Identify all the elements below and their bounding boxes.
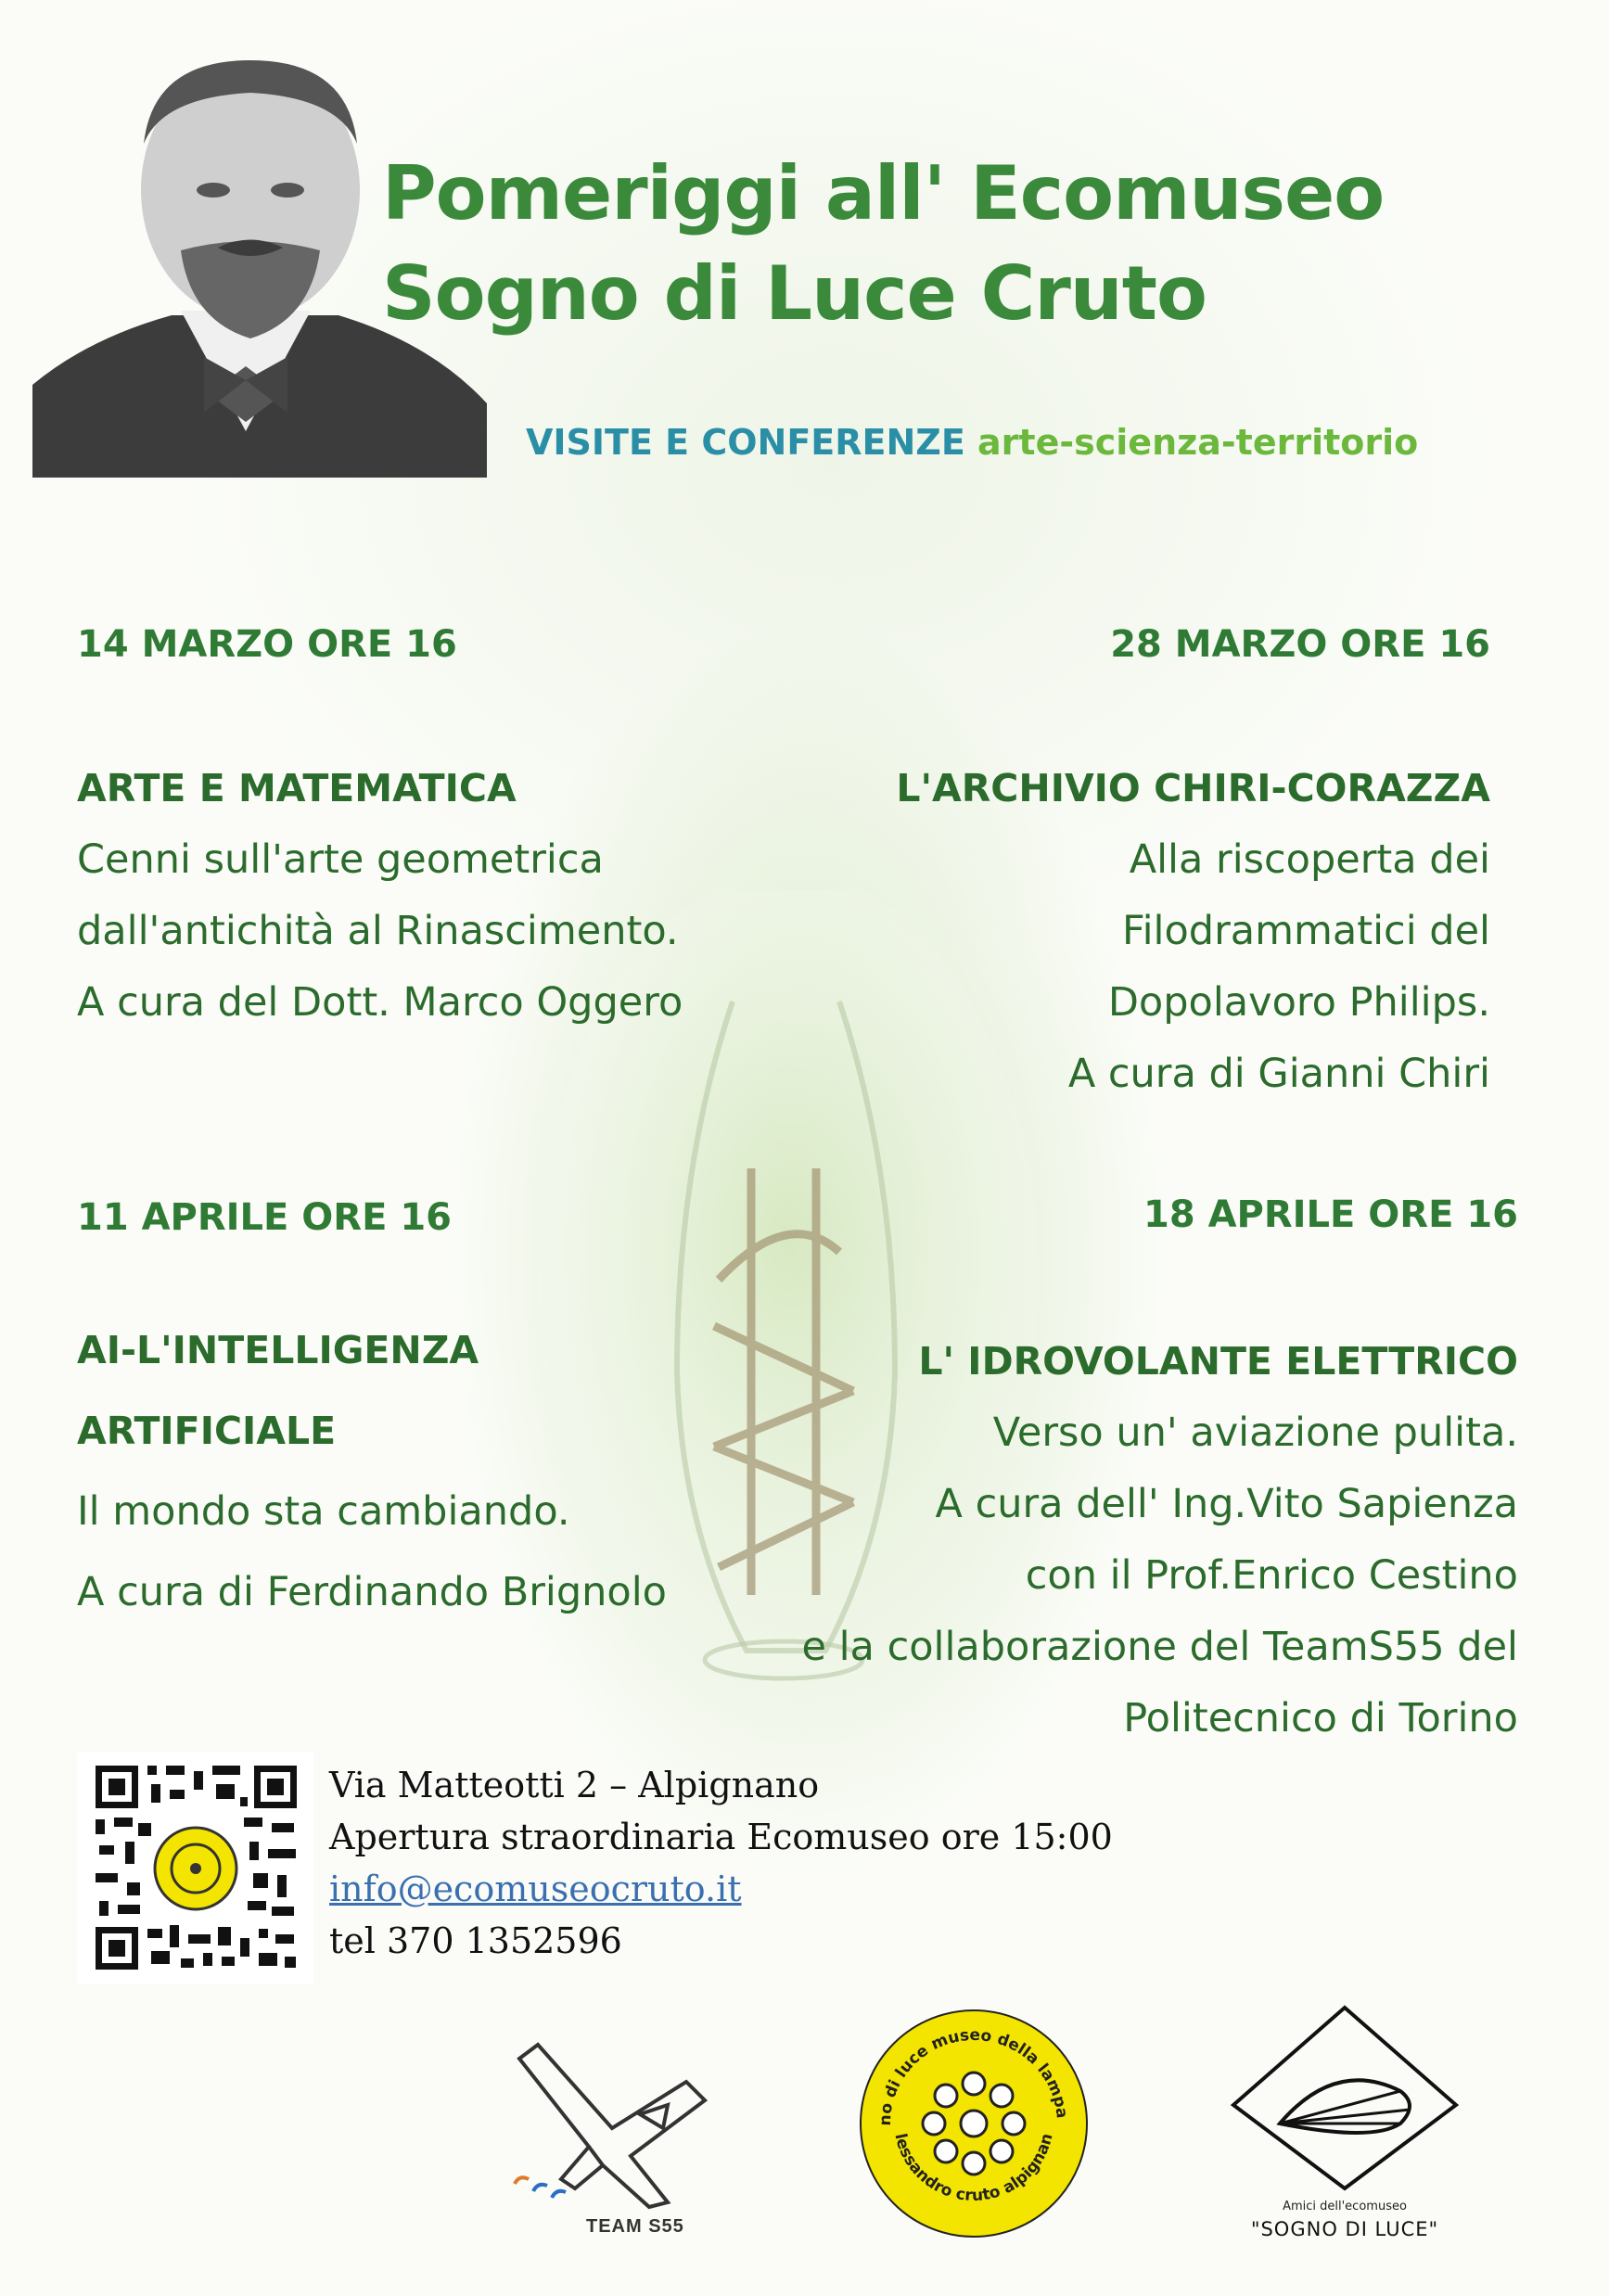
event-4-line: Politecnico di Torino <box>1123 1695 1518 1741</box>
subtitle <box>526 422 1418 463</box>
event-3-heading-line-2: ARTIFICIALE <box>77 1409 337 1453</box>
event-4-heading: L' IDROVOLANTE ELETTRICO <box>918 1339 1518 1384</box>
amici-ecomuseo-logo <box>1224 2003 1465 2244</box>
title-line-1: Pomeriggi all' Ecomuseo <box>382 150 1385 236</box>
event-4-line: Verso un' aviazione pulita. <box>992 1409 1518 1456</box>
airplane-icon <box>501 2026 723 2212</box>
contact-info <box>329 1759 1113 1967</box>
event-3-line: Il mondo sta cambiando. <box>77 1488 570 1535</box>
event-4-date: 18 APRILE ORE 16 <box>1143 1193 1518 1236</box>
phone: tel 370 1352596 <box>329 1920 622 1961</box>
title-line-2: Sogno di Luce Cruto <box>382 250 1207 337</box>
event-3 <box>77 1310 667 1633</box>
amici-small-label: Amici dell'ecomuseo <box>1283 2200 1407 2213</box>
qr-code[interactable] <box>77 1753 313 1984</box>
event-2-line: Dopolavoro Philips. <box>1107 979 1490 1026</box>
team-s55-logo <box>501 2026 723 2239</box>
address: Via Matteotti 2 – Alpignano <box>329 1765 820 1805</box>
event-2 <box>896 753 1490 1110</box>
event-2-line: Filodrammatici del <box>1121 908 1490 954</box>
event-2-line: A cura di Gianni Chiri <box>1067 1051 1490 1097</box>
museum-logo <box>858 2008 1090 2239</box>
event-2-heading: L'ARCHIVIO CHIRI-CORAZZA <box>896 766 1490 810</box>
event-2-date: 28 MARZO ORE 16 <box>1110 623 1490 666</box>
team-s55-label: TEAM S55 <box>586 2216 684 2237</box>
diamond-bulb-icon <box>1224 2003 1465 2198</box>
museum-ring-bottom-text: lessandro cruto alpignan <box>890 2131 1057 2206</box>
event-1-date: 14 MARZO ORE 16 <box>77 623 457 666</box>
opening-hours: Apertura straordinaria Ecomuseo ore 15:00 <box>329 1817 1113 1857</box>
event-1-line: Cenni sull'arte geometrica <box>77 836 604 883</box>
event-4-line: A cura dell' Ing.Vito Sapienza <box>935 1481 1518 1527</box>
email-link[interactable]: info@ecomuseocruto.it <box>329 1869 742 1909</box>
event-3-date: 11 APRILE ORE 16 <box>77 1196 453 1239</box>
qr-code-icon <box>77 1753 313 1984</box>
event-4-line: con il Prof.Enrico Cestino <box>1025 1552 1518 1599</box>
museum-seal-icon <box>858 2008 1090 2239</box>
event-1-line: dall'antichità al Rinascimento. <box>77 908 679 954</box>
event-1 <box>77 753 683 1039</box>
event-1-heading: ARTE E MATEMATICA <box>77 766 517 810</box>
museum-ring-top-text: no di luce museo della lampa <box>875 2025 1071 2126</box>
subtitle-themes: arte-scienza-territorio <box>977 422 1419 463</box>
subtitle-visits: VISITE E CONFERENZE <box>526 422 965 463</box>
event-4-line: e la collaborazione del TeamS55 del <box>801 1624 1518 1670</box>
event-4 <box>801 1326 1518 1754</box>
event-1-line: A cura del Dott. Marco Oggero <box>77 979 683 1026</box>
event-3-line: A cura di Ferdinando Brignolo <box>77 1569 667 1615</box>
event-3-heading-line-1: AI-L'INTELLIGENZA <box>77 1328 479 1372</box>
event-2-line: Alla riscoperta dei <box>1129 836 1490 883</box>
page-title <box>382 144 1384 344</box>
amici-big-label: "SOGNO DI LUCE" <box>1250 2218 1439 2240</box>
